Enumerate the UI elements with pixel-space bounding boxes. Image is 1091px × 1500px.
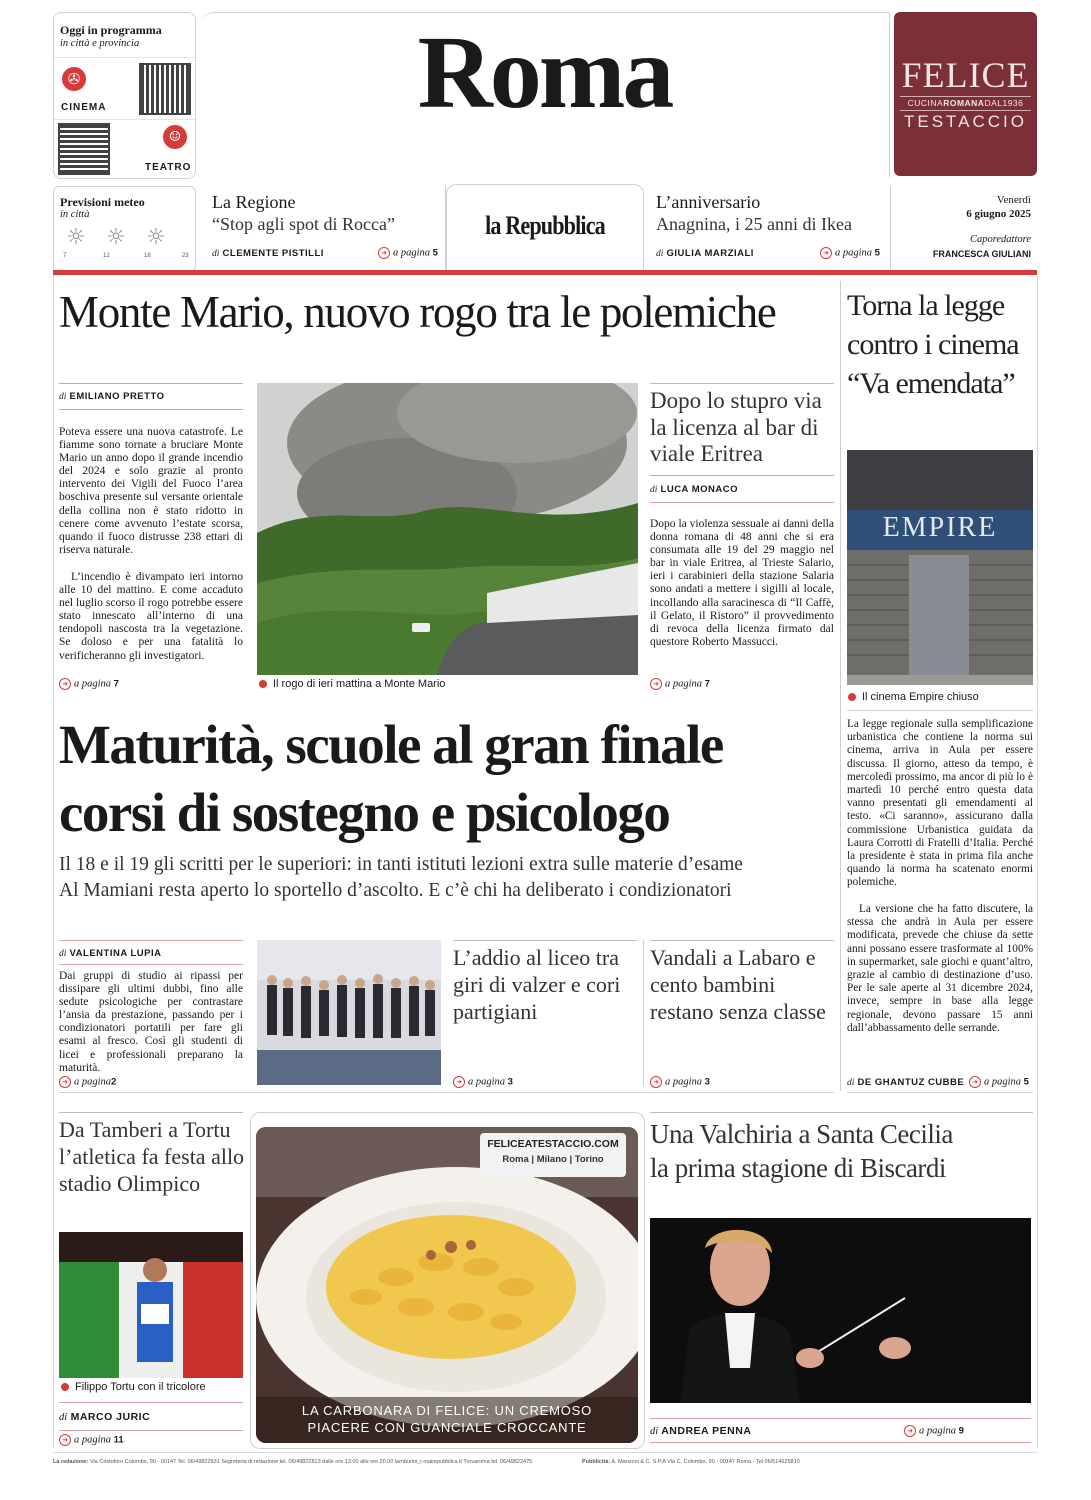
labaro-headline[interactable]: Vandali a Labaro e cento bambini restano senza classe: [650, 945, 826, 1024]
carbonara-ad[interactable]: [250, 1112, 645, 1449]
arrow-icon: ➜: [453, 1076, 465, 1088]
lead-page-ref[interactable]: ➜ a pagina 7: [59, 678, 119, 690]
section-red-rule: [53, 270, 1037, 275]
felice-tagline: CUCINAROMANADAL1936: [907, 98, 1024, 108]
cinema-headline[interactable]: Torna la legge contro i cinema “Va emendata”: [847, 289, 1019, 400]
footer-redazione: La redazione: Via Cristoforo Colombo, 90 - 00147 Tel. 06/49822931 Segreteria di redazione tel. 06/49822813 dalle ore 13.00 alle ore 20.00 lamburini_r.mairepubblica.it Trovaroma tel. 06/49822475: [53, 1459, 533, 1465]
masthead-title[interactable]: Roma: [417, 15, 672, 130]
conductor-photo: [650, 1218, 1031, 1403]
regione-kicker: La Regione: [212, 192, 296, 212]
felice-place: TESTACCIO: [903, 112, 1028, 131]
cinema-byline: di DE GHANTUZ CUBBE: [847, 1077, 965, 1088]
cinema-link[interactable]: CINEMA: [61, 102, 107, 113]
anniversario-headline: Anagnina, i 25 anni di Ikea: [656, 214, 852, 234]
valchiria-byline: di ANDREA PENNA: [650, 1425, 752, 1437]
empire-photo-svg: [847, 450, 1033, 685]
dateline: [891, 186, 1033, 270]
meteo-hour: 18: [144, 253, 151, 259]
meteo-hour: 12: [103, 253, 110, 259]
maturita-headline-2[interactable]: corsi di sostegno e psicologo: [59, 782, 670, 843]
repubblica-logo-box[interactable]: [446, 184, 644, 271]
lead-byline: di EMILIANO PRETTO: [59, 391, 165, 402]
cinema-body-p2: La versione che ha fatto discutere, la stessa che andrà in Aula per essere modificata, prevede che chiuse da sette anni possano essere trasformate al 100% in supermarket, sale giochi e quant’altro, grazie al cambio di destinazione d’uso. Per le sale aperte al 31 dicembre 2024, invece, sempre in base alla legge regionale, devono passare 15 anni dall’abbassamento delle serrande.: [847, 903, 1033, 1034]
tortu-headline[interactable]: Da Tamberi a Tortu l’atletica fa festa allo stadio Olimpico: [59, 1117, 245, 1196]
tortu-byline: di MARCO JURIC: [59, 1411, 151, 1423]
lead-body-p2: L’incendio è divampato ieri intorno alle 10 del mattino. E come accaduto nel luglio scorso il rogo potrebbe essere stato innescato all’interno di una tendopoli nascosta tra la vegetazione. Se doloso e per una fatalità lo verificheranno gli investigatori.: [59, 571, 243, 662]
anniversario-kicker: L’anniversario: [656, 192, 761, 212]
arrow-icon: ➜: [650, 1076, 662, 1088]
arrow-icon: ➜: [650, 678, 662, 690]
ad-line-2: PIACERE CON GUANCIALE CROCCANTE: [307, 1420, 587, 1435]
stupro-body: Dopo la violenza sessuale ai danni della donna romana di 48 anni che si era consumata alle 19 del 29 maggio nel bar in viale Eritrea, al Trieste Salario, ieri i carabinieri della stazione Salaria sono andati a mettere i sigilli al locale, incollando alla saracinesca di “Il Caffè, il Gelato, il Ristoro” il provvedimento di revoca della licenza firmato dal questore Roberto Massucci.: [650, 518, 834, 648]
date-full: 6 giugno 2025: [966, 208, 1031, 220]
sun-icon: ☼: [106, 225, 126, 250]
editor-name: FRANCESCA GIULIANI: [932, 249, 1031, 259]
maturita-body: Dai gruppi di studio ai ripassi per dissipare gli ultimi dubbi, fino alle sedute psicologiche per contrastare l’ansia da prestazione, passando per i condizionatori portatili per fare gli esami al fresco. Così gli studenti di licei e professionali preparano la maturità.: [59, 970, 243, 1074]
felice-brand: FELICE: [901, 55, 1030, 95]
tortu-photo-caption: Filippo Tortu con il tricolore: [61, 1381, 206, 1393]
arrow-icon: ➜: [378, 247, 390, 259]
lead-photo-caption: Il rogo di ieri mattina a Monte Mario: [259, 678, 445, 690]
meteo-hour: 7: [63, 253, 67, 259]
cinema-photo-caption: Il cinema Empire chiuso: [848, 691, 979, 703]
caption-dot-icon: [848, 693, 856, 701]
meteo-subtitle: in città: [60, 209, 90, 220]
tortu-photo: [59, 1232, 243, 1378]
empire-cinema-photo: [847, 450, 1033, 685]
anniversario-byline: di GIULIA MARZIALI: [656, 248, 754, 259]
felice-ad[interactable]: [894, 12, 1037, 176]
programma-subtitle: in città e provincia: [60, 38, 140, 49]
theatre-mask-icon: ☺: [163, 125, 187, 149]
regione-page-ref[interactable]: ➜ a pagina 5: [378, 247, 438, 259]
stupro-headline[interactable]: Dopo lo stupro via la licenza al bar di viale Eritrea: [650, 388, 822, 466]
monte-mario-fire-photo: [257, 383, 638, 675]
ad-site[interactable]: FELICEATESTACCIO.COM: [487, 1138, 619, 1150]
arrow-icon: ➜: [59, 1076, 71, 1088]
liceo-headline[interactable]: L’addio al liceo tra giri di valzer e cori partigiani: [453, 945, 621, 1024]
regione-headline: “Stop agli spot di Rocca”: [212, 214, 395, 234]
arrow-icon: ➜: [904, 1425, 916, 1437]
sun-icon: ☼: [146, 225, 166, 250]
stupro-byline: di LUCA MONACO: [650, 484, 738, 495]
maturita-sub-2: Al Mamiani resta aperto lo sportello d’ascolto. E c’è chi ha deliberato i condizionatori: [59, 880, 732, 901]
anniversario-teaser[interactable]: [644, 186, 890, 270]
empire-sign: EMPIRE: [882, 512, 998, 543]
arrow-icon: ➜: [820, 247, 832, 259]
maturita-byline: di VALENTINA LUPIA: [59, 948, 162, 959]
maturita-headline-1[interactable]: Maturità, scuole al gran finale: [59, 714, 723, 775]
arrow-icon: ➜: [969, 1076, 981, 1088]
ad-cities: Roma | Milano | Torino: [502, 1154, 604, 1165]
maturita-page-ref[interactable]: ➜ a pagina2: [59, 1076, 116, 1088]
regione-teaser[interactable]: [200, 186, 445, 270]
meteo-title: Previsioni meteo: [60, 195, 145, 209]
carbonara-ad-image: [256, 1127, 638, 1443]
film-icon: ✇: [62, 67, 86, 91]
valchiria-headline-2[interactable]: la prima stagione di Biscardi: [650, 1153, 946, 1183]
lead-headline[interactable]: Monte Mario, nuovo rogo tra le polemiche: [59, 287, 776, 337]
programma-box: [53, 12, 196, 179]
cinema-page-ref[interactable]: ➜ a pagina 5: [969, 1076, 1029, 1088]
stupro-page-ref[interactable]: ➜ a pagina 7: [650, 678, 710, 690]
school-choir-photo: [257, 940, 441, 1085]
tortu-page-ref[interactable]: ➜ a pagina 11: [59, 1434, 124, 1446]
labaro-page-ref[interactable]: ➜ a pagina 3: [650, 1076, 710, 1088]
conductor-photo-svg: [650, 1218, 1031, 1403]
date-day: Venerdì: [996, 194, 1031, 206]
valchiria-headline-1[interactable]: Una Valchiria a Santa Cecilia: [650, 1119, 953, 1149]
choir-photo-svg: [257, 940, 441, 1085]
ad-line-1: LA CARBONARA DI FELICE: UN CREMOSO: [301, 1403, 593, 1418]
caption-dot-icon: [61, 1383, 69, 1391]
editor-role: Caporedattore: [969, 234, 1031, 245]
arrow-icon: ➜: [59, 1434, 71, 1446]
cinema-body-p1: La legge regionale sulla semplificazione urbanistica che contiene la norma sui cinema, arriva in Aula per essere discussa. Il giorno, atteso da tempo, è mercoledì prossimo, ma ancor di più lo è martedì 10 perché entro questa data vanno presentati gli emendamenti al testo. «Ci saranno», assicurano dalla commissione Urbanistica guidata da Laura Corrotti di Fratelli d’Italia. Perché la presidente è stata in prima fila anche quando la norma ha scatenato enormi polemiche.: [847, 718, 1033, 889]
qr-code-cinema[interactable]: [141, 65, 189, 113]
sun-icon: ☼: [66, 225, 86, 250]
qr-code-teatro[interactable]: [60, 125, 108, 173]
programma-title: Oggi in programma: [60, 23, 162, 37]
maturita-sub-1: Il 18 e il 19 gli scritti per le superiori: in tanti istituti lezioni extra sulle materie d’esame: [59, 854, 743, 875]
lead-body-p1: Poteva essere una nuova catastrofe. Le fiamme sono tornate a bruciare Monte Mario un anno dopo il grande incendio del 2024 e solo grazie al pronto intervento dei Vigili del Fuoco l’area boschiva presente sul versante orientale della collina non è stato ridotto in cenere come avvenuto l’estate scorsa, quando il fuoco distrusse 238 ettari di riserva naturale.: [59, 426, 243, 556]
meteo-box: [53, 186, 196, 272]
footer-pubblicita: Pubblicità: A. Manzoni & C. S.P.A Via C. Colombo, 90 - 00147 Roma - Tel 06/514625810: [582, 1459, 800, 1465]
regione-byline: di CLEMENTE PISTILLI: [212, 248, 324, 259]
teatro-link[interactable]: TEATRO: [145, 162, 192, 173]
caption-dot-icon: [259, 680, 267, 688]
meteo-hour: 23: [182, 253, 189, 259]
arrow-icon: ➜: [59, 678, 71, 690]
repubblica-logo: la Repubblica: [485, 211, 605, 240]
fire-photo-svg: [257, 383, 638, 675]
anniversario-page-ref[interactable]: ➜ a pagina 5: [820, 247, 880, 259]
valchiria-page-ref[interactable]: ➜ a pagina 9: [904, 1425, 964, 1437]
tortu-photo-svg: [59, 1232, 243, 1378]
liceo-page-ref[interactable]: ➜ a pagina 3: [453, 1076, 513, 1088]
